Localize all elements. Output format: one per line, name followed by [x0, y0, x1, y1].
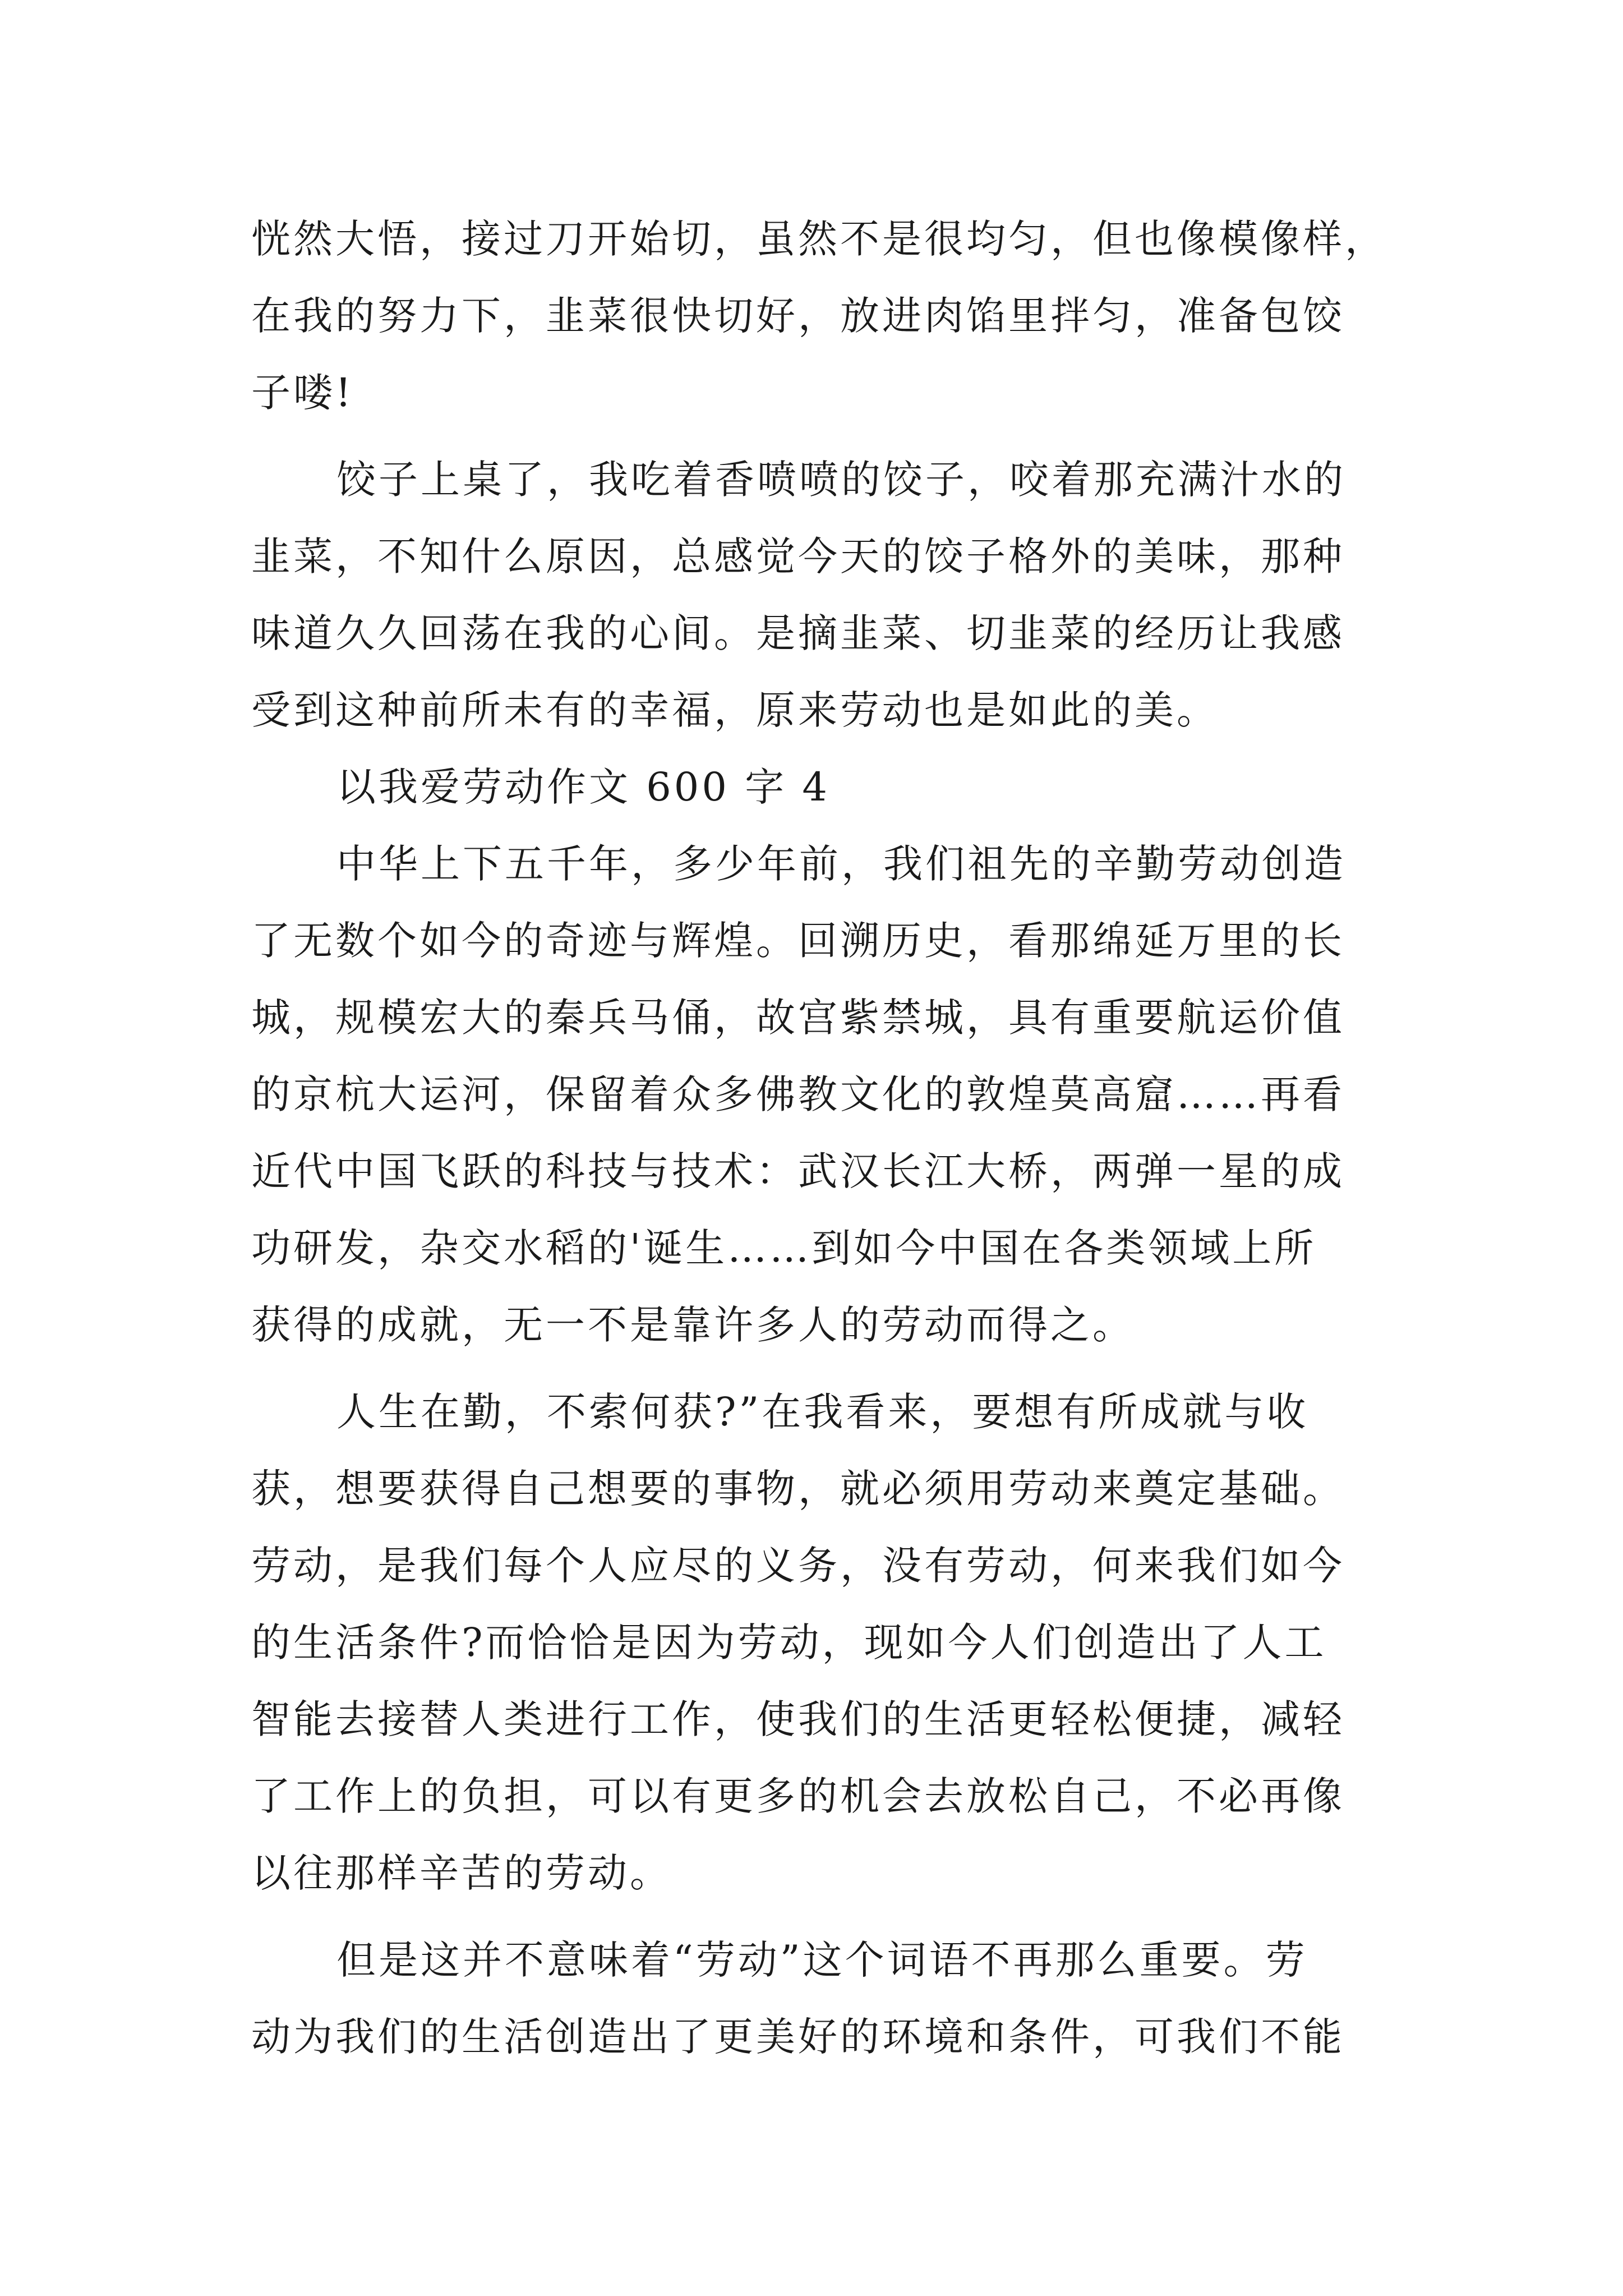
text-line: 在我的努力下，韭菜很快切好，放进肉馅里拌匀，准备包饺 — [251, 293, 1345, 339]
text-line: 劳动，是我们每个人应尽的义务，没有劳动，何来我们如今 — [251, 1543, 1345, 1589]
text-line: 的生活条件?而恰恰是因为劳动，现如今人们创造出了人工 — [251, 1619, 1327, 1665]
text-line: 的京杭大运河，保留着众多佛教文化的敦煌莫高窟……再看 — [251, 1071, 1345, 1117]
section-heading: 以我爱劳动作文 600 字 4 — [336, 764, 830, 810]
text-line: 近代中国飞跃的科技与技术：武汉长江大桥，两弹一星的成 — [251, 1148, 1345, 1194]
text-line: 韭菜，不知什么原因，总感觉今天的饺子格外的美味，那种 — [251, 533, 1345, 579]
text-line: 中华上下五千年，多少年前，我们祖先的辛勤劳动创造 — [336, 841, 1346, 887]
text-line: 了无数个如今的奇迹与辉煌。回溯历史，看那绵延万里的长 — [251, 918, 1345, 964]
text-line: 饺子上桌了，我吃着香喷喷的饺子，咬着那充满汁水的 — [336, 457, 1346, 503]
essay-body — [251, 201, 1407, 2076]
text-line: 动为我们的生活创造出了更美好的环境和条件，可我们不能 — [251, 2014, 1345, 2060]
text-line: 受到这种前所未有的幸福，原来劳动也是如此的美。 — [251, 687, 1219, 733]
paragraph-gap — [251, 431, 1407, 441]
text-line: 了工作上的负担，可以有更多的机会去放松自己，不必再像 — [251, 1773, 1345, 1819]
text-line: 获，想要获得自己想要的事物，就必须用劳动来奠定基础。 — [251, 1466, 1345, 1512]
paragraph-gap — [251, 1364, 1407, 1374]
text-line: 城，规模宏大的秦兵马俑，故宫紫禁城，具有重要航运价值 — [251, 995, 1345, 1041]
text-line: 人生在勤，不索何获?”在我看来，要想有所成就与收 — [336, 1389, 1309, 1435]
text-line: 味道久久回荡在我的心间。是摘韭菜、切韭菜的经历让我感 — [251, 610, 1345, 656]
text-line: 但是这并不意味着“劳动”这个词语不再那么重要。劳 — [336, 1937, 1308, 1983]
text-line: 功研发，杂交水稻的'诞生……到如今中国在各类领域上所 — [251, 1225, 1317, 1271]
text-line: 以往那样辛苦的劳动。 — [251, 1850, 672, 1896]
text-line: 获得的成就，无一不是靠许多人的劳动而得之。 — [251, 1302, 1135, 1348]
text-line: 恍然大悟，接过刀开始切，虽然不是很均匀，但也像模像样， — [251, 216, 1387, 262]
paragraph-gap — [251, 1912, 1407, 1922]
text-line: 子喽! — [251, 370, 354, 416]
text-line: 智能去接替人类进行工作，使我们的生活更轻松便捷，减轻 — [251, 1696, 1345, 1742]
